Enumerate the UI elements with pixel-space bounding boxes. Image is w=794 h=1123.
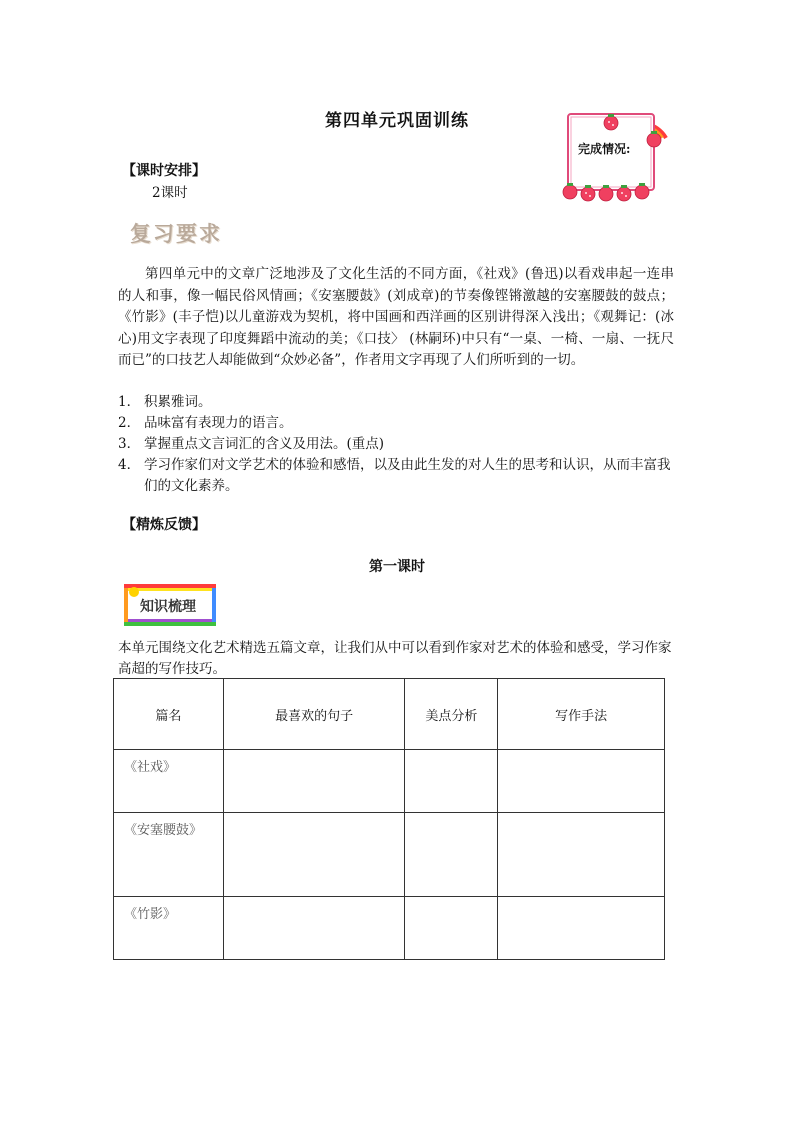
table-cell[interactable]: [223, 897, 405, 960]
table-cell[interactable]: [498, 813, 665, 897]
table-row: [114, 813, 665, 897]
review-image-text: 复习要求: [130, 221, 222, 246]
table-header-cell: 最喜欢的句子: [223, 679, 405, 750]
table-header-cell: 写作手法: [498, 679, 665, 750]
list-item-number: 3．: [118, 436, 141, 452]
requirements-list: [118, 392, 674, 497]
table-intro: 本单元围绕文化艺术精选五篇文章，让我们从中可以看到作家对艺术的体验和感受，学习作家高超的写作技巧。: [118, 640, 672, 677]
list-item-text: 掌握重点文言词汇的含义及用法。(重点): [144, 436, 385, 452]
table-cell-title: 《竹影》: [114, 897, 224, 960]
table-cell[interactable]: [223, 750, 405, 813]
intro-text: 第四单元中的文章广泛地涉及了文化生活的不同方面，《社戏》(鲁迅)以看戏串起一连串的人和事，像一幅民俗风情画；《安塞腰鼓》(刘成章)的节奏像铿锵激越的安塞腰鼓的鼓点；《竹影》(丰子恺)以儿童游戏为契机，将中国画和西洋画的区别讲得深入浅出；《观舞记：(冰心)用文字表现了印度舞蹈中流动的美；《口技〉 (林嗣环)中只有“一桌、一椅、一扇、一抚尺而已”的口技艺人却能做到“众妙必备”，作者用文字再现了人们所听到的一切。: [118, 266, 674, 368]
schedule-value: 2课时: [152, 185, 188, 201]
table-cell-title: 《安塞腰鼓》: [114, 813, 224, 897]
table-cell[interactable]: [405, 750, 498, 813]
schedule-heading: 【课时安排】: [122, 163, 206, 179]
list-item-number: 2．: [118, 415, 141, 431]
knowledge-heading: [124, 584, 216, 626]
page-title: 第四单元巩固训练: [325, 111, 469, 131]
review-requirements-heading: [130, 218, 230, 252]
list-item-number: 4．: [118, 457, 141, 473]
table-header-row: [114, 679, 665, 750]
table-cell[interactable]: [405, 897, 498, 960]
list-item: [118, 392, 674, 413]
list-item: [118, 413, 674, 434]
table-cell[interactable]: [498, 897, 665, 960]
table-cell[interactable]: [405, 813, 498, 897]
list-item-text: 品味富有表现力的语言。: [144, 415, 293, 431]
table-cell[interactable]: [223, 813, 405, 897]
feedback-heading: 【精炼反馈】: [122, 517, 206, 533]
table-row: [114, 750, 665, 813]
table-cell-title: 《社戏》: [114, 750, 224, 813]
list-item-number: 1．: [118, 394, 141, 410]
lesson-title: 第一课时: [369, 559, 425, 575]
list-item-text: 积累雅词。: [144, 394, 212, 410]
completion-label: 完成情况:: [578, 142, 631, 156]
list-item-text: 学习作家们对文学艺术的体验和感悟，以及由此生发的对人生的思考和认识，从而丰富我们的文化素养。: [144, 457, 671, 494]
intro-paragraph: [118, 264, 674, 372]
table-header-cell: 美点分析: [405, 679, 498, 750]
list-item: [118, 434, 674, 455]
completion-badge: [556, 98, 672, 206]
table-cell[interactable]: [498, 750, 665, 813]
knowledge-image-text: 知识梳理: [140, 599, 196, 615]
table-header-cell: 篇名: [114, 679, 224, 750]
list-item: [118, 455, 674, 497]
reading-table: [113, 678, 665, 960]
table-row: [114, 897, 665, 960]
